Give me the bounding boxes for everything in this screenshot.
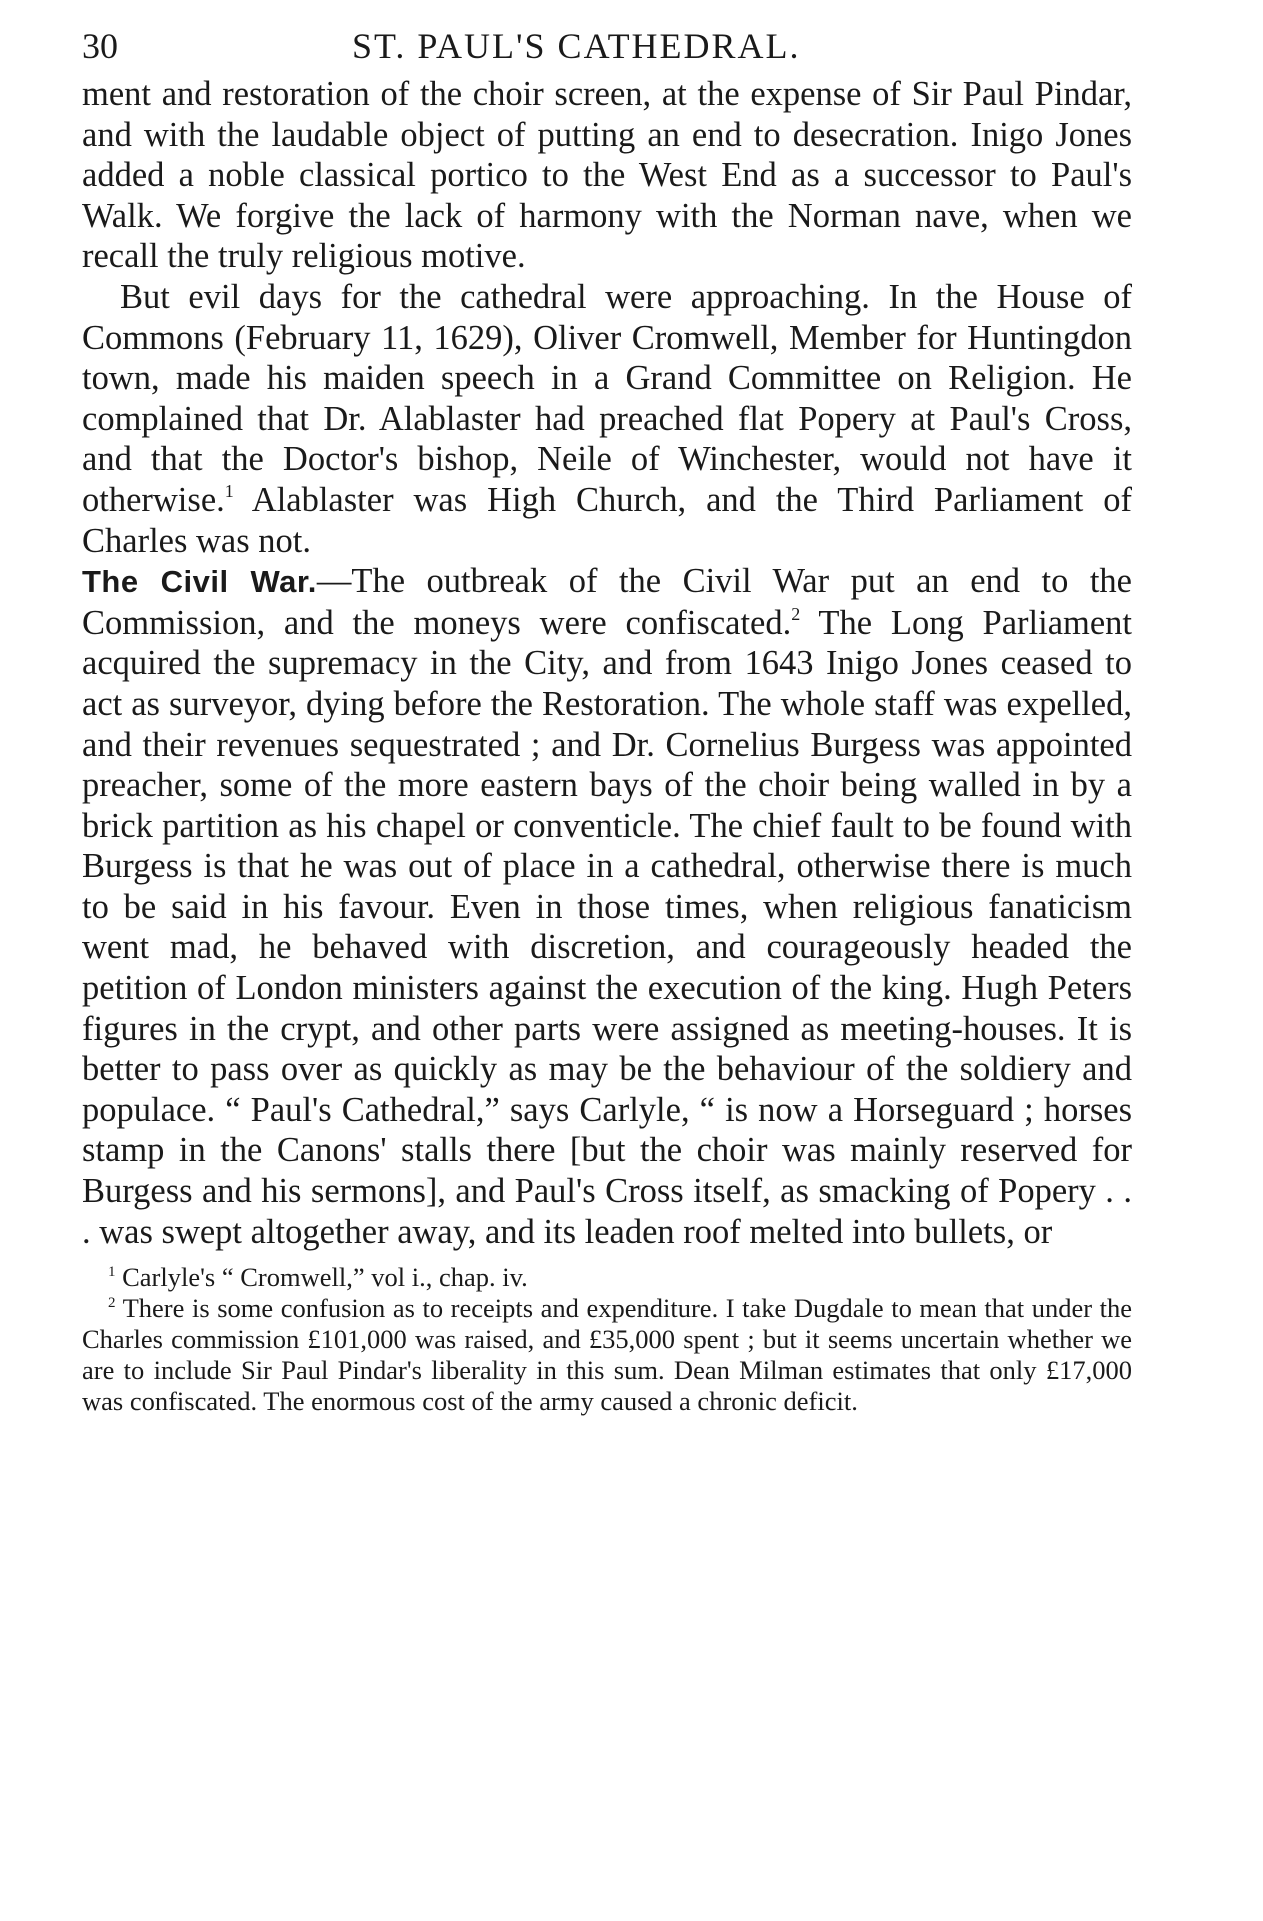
footnote-1-text: Carlyle's “ Cromwell,” vol i., chap. iv. [122, 1262, 528, 1293]
paragraph-2-text-b: Alablaster was High Church, and the Third Parliament of Charles was not. [82, 480, 1132, 560]
book-page [82, 24, 1132, 1417]
paragraph-2-text-a: But evil days for the cathedral were approaching. In the House of Commons (February 11, 1629), Oliver Cromwell, Member for Huntingdon town, made his maiden speech in a Grand Committee on Religion. He complained that Dr. Alablaster had preached flat Popery at Paul's Cross, and that the Doctor's bishop, Neile of Winchester, would not have it otherwise. [82, 277, 1132, 519]
paragraph-1 [82, 74, 1132, 277]
running-title: ST. PAUL'S CATHEDRAL. [352, 26, 801, 66]
paragraph-3-text-a: —The outbreak of the Civil War put an end to the Commission, and the moneys were confiscated. [82, 562, 1132, 642]
footnote-2-mark: 2 [108, 1295, 116, 1312]
footnote-1-mark: 1 [108, 1264, 116, 1281]
footnote-2-text: There is some confusion as to receipts and expenditure. I take Dugdale to mean that under the Charles commission £101,000 was raised, and £35,000 spent ; but it seems uncertain whether we are to include Sir Paul Pindar's liberality in this sum. Dean Milman estimates that only £17,000 was confiscated. The enormous cost of the army caused a chronic deficit. [82, 1293, 1132, 1417]
footnotes [82, 1262, 1132, 1417]
footnote-2 [82, 1293, 1132, 1417]
page-number: 30 [82, 26, 118, 66]
paragraph-2 [82, 277, 1132, 561]
paragraph-3 [82, 561, 1132, 1252]
footnote-1 [82, 1262, 1132, 1293]
paragraph-1-text: ment and restoration of the choir screen, at the expense of Sir Paul Pindar, and with the laudable object of putting an end to desecration. Inigo Jones added a noble classical portico to the West End as a successor to Paul's Walk. We forgive the lack of harmony with the Norman nave, when we recall the truly religious motive. [82, 75, 1132, 276]
footnote-ref-2: 2 [791, 603, 801, 624]
body-text [82, 74, 1132, 1252]
page-header [82, 24, 1132, 68]
paragraph-3-text-b: The Long Parliament acquired the supremacy in the City, and from 1643 Inigo Jones ceased to act as surveyor, dying before the Restoration. The whole staff was expelled, and their revenues sequestrated ; and Dr. Cornelius Burgess was appointed preacher, some of the more eastern bays of the choir being walled in by a brick partition as his chapel or conventicle. The chief fault to be found with Burgess is that he was out of place in a cathedral, otherwise there is much to be said in his favour. Even in those times, when religious fanaticism went mad, he behaved with discretion, and courageously headed the petition of London ministers against the execution of the king. Hugh Peters figures in the crypt, and other parts were assigned as meeting-houses. It is better to pass over as quickly as may be the behaviour of the soldiery and populace. “ Paul's Cathedral,” says Carlyle, “ is now a Horseguard ; horses stamp in the Canons' stalls there [but the choir was mainly reserved for Burgess and his sermons], and Paul's Cross itself, as smacking of Popery . . . was swept altogether away, and its leaden roof melted into bullets, or [82, 603, 1132, 1251]
section-heading-civil-war: The Civil War. [82, 564, 317, 600]
footnote-ref-1: 1 [224, 480, 234, 501]
